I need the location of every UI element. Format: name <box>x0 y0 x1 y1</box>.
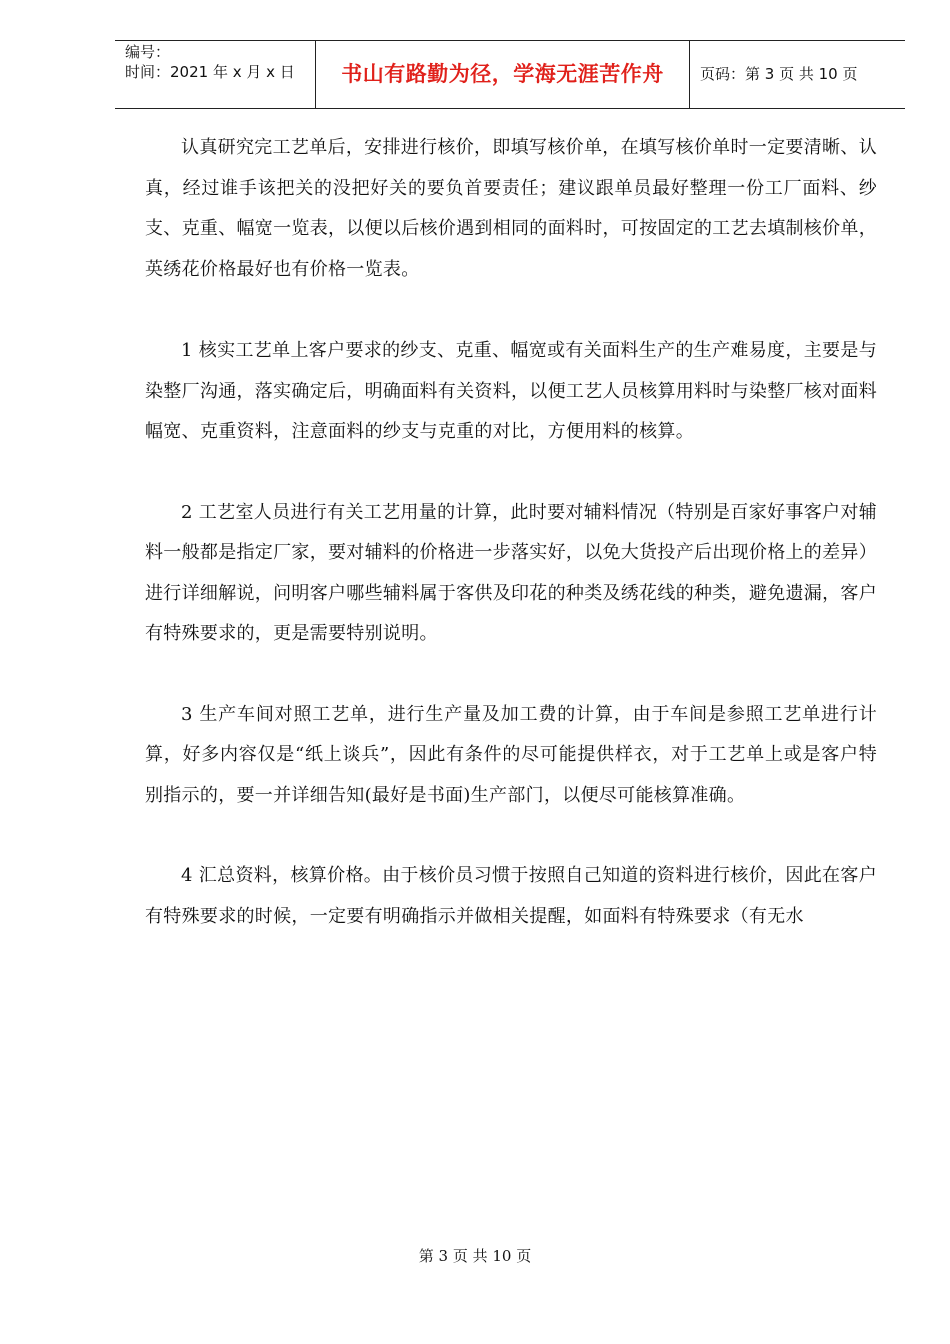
paragraph-3: 3 生产车间对照工艺单，进行生产量及加工费的计算，由于车间是参照工艺单进行计算，好多内容仅是“纸上谈兵”，因此有条件的尽可能提供样衣，对于工艺单上或是客户特别指示的，要一并详细告知(最好是书面)生产部门，以便尽可能核算准确。 <box>145 703 877 806</box>
header-page-cell <box>690 41 905 108</box>
document-body <box>145 128 877 977</box>
motto-text: 书山有路勤为径，学海无涯苦作舟 <box>341 62 664 86</box>
header-meta-cell <box>115 41 316 108</box>
page-footer: 第 3 页 共 10 页 <box>418 1247 532 1265</box>
header-motto-cell <box>316 41 690 108</box>
paragraph-2: 2 工艺室人员进行有关工艺用量的计算，此时要对辅料情况（特别是百家好事客户对辅料一般都是指定厂家，要对辅料的价格进一步落实好，以免大货投产后出现价格上的差异）进行详细解说，问明客户哪些辅料属于客供及印花的种类及绣花线的种类，避免遗漏，客户有特殊要求的，更是需要特别说明。 <box>145 501 877 644</box>
date-label: 时间：2021 年 x 月 x 日 <box>125 63 295 81</box>
serial-number-label: 编号： <box>125 43 171 61</box>
paragraph-4: 4 汇总资料，核算价格。由于核价员习惯于按照自己知道的资料进行核价，因此在客户有特殊要求的时候，一定要有明确指示并做相关提醒，如面料有特殊要求（有无水 <box>145 865 877 927</box>
document-header <box>115 40 905 109</box>
page-info: 页码：第 3 页 共 10 页 <box>700 65 858 83</box>
paragraph-1: 1 核实工艺单上客户要求的纱支、克重、幅宽或有关面料生产的生产难易度，主要是与染整厂沟通，落实确定后，明确面料有关资料，以便工艺人员核算用料时与染整厂核对面料幅宽、克重资料，注意面料的纱支与克重的对比，方便用料的核算。 <box>145 340 877 442</box>
paragraph-intro: 认真研究完工艺单后，安排进行核价，即填写核价单，在填写核价单时一定要清晰、认真，经过谁手该把关的没把好关的要负首要责任；建议跟单员最好整理一份工厂面料、纱支、克重、幅宽一览表，以便以后核价遇到相同的面料时，可按固定的工艺去填制核价单，英绣花价格最好也有价格一览表。 <box>145 137 877 280</box>
